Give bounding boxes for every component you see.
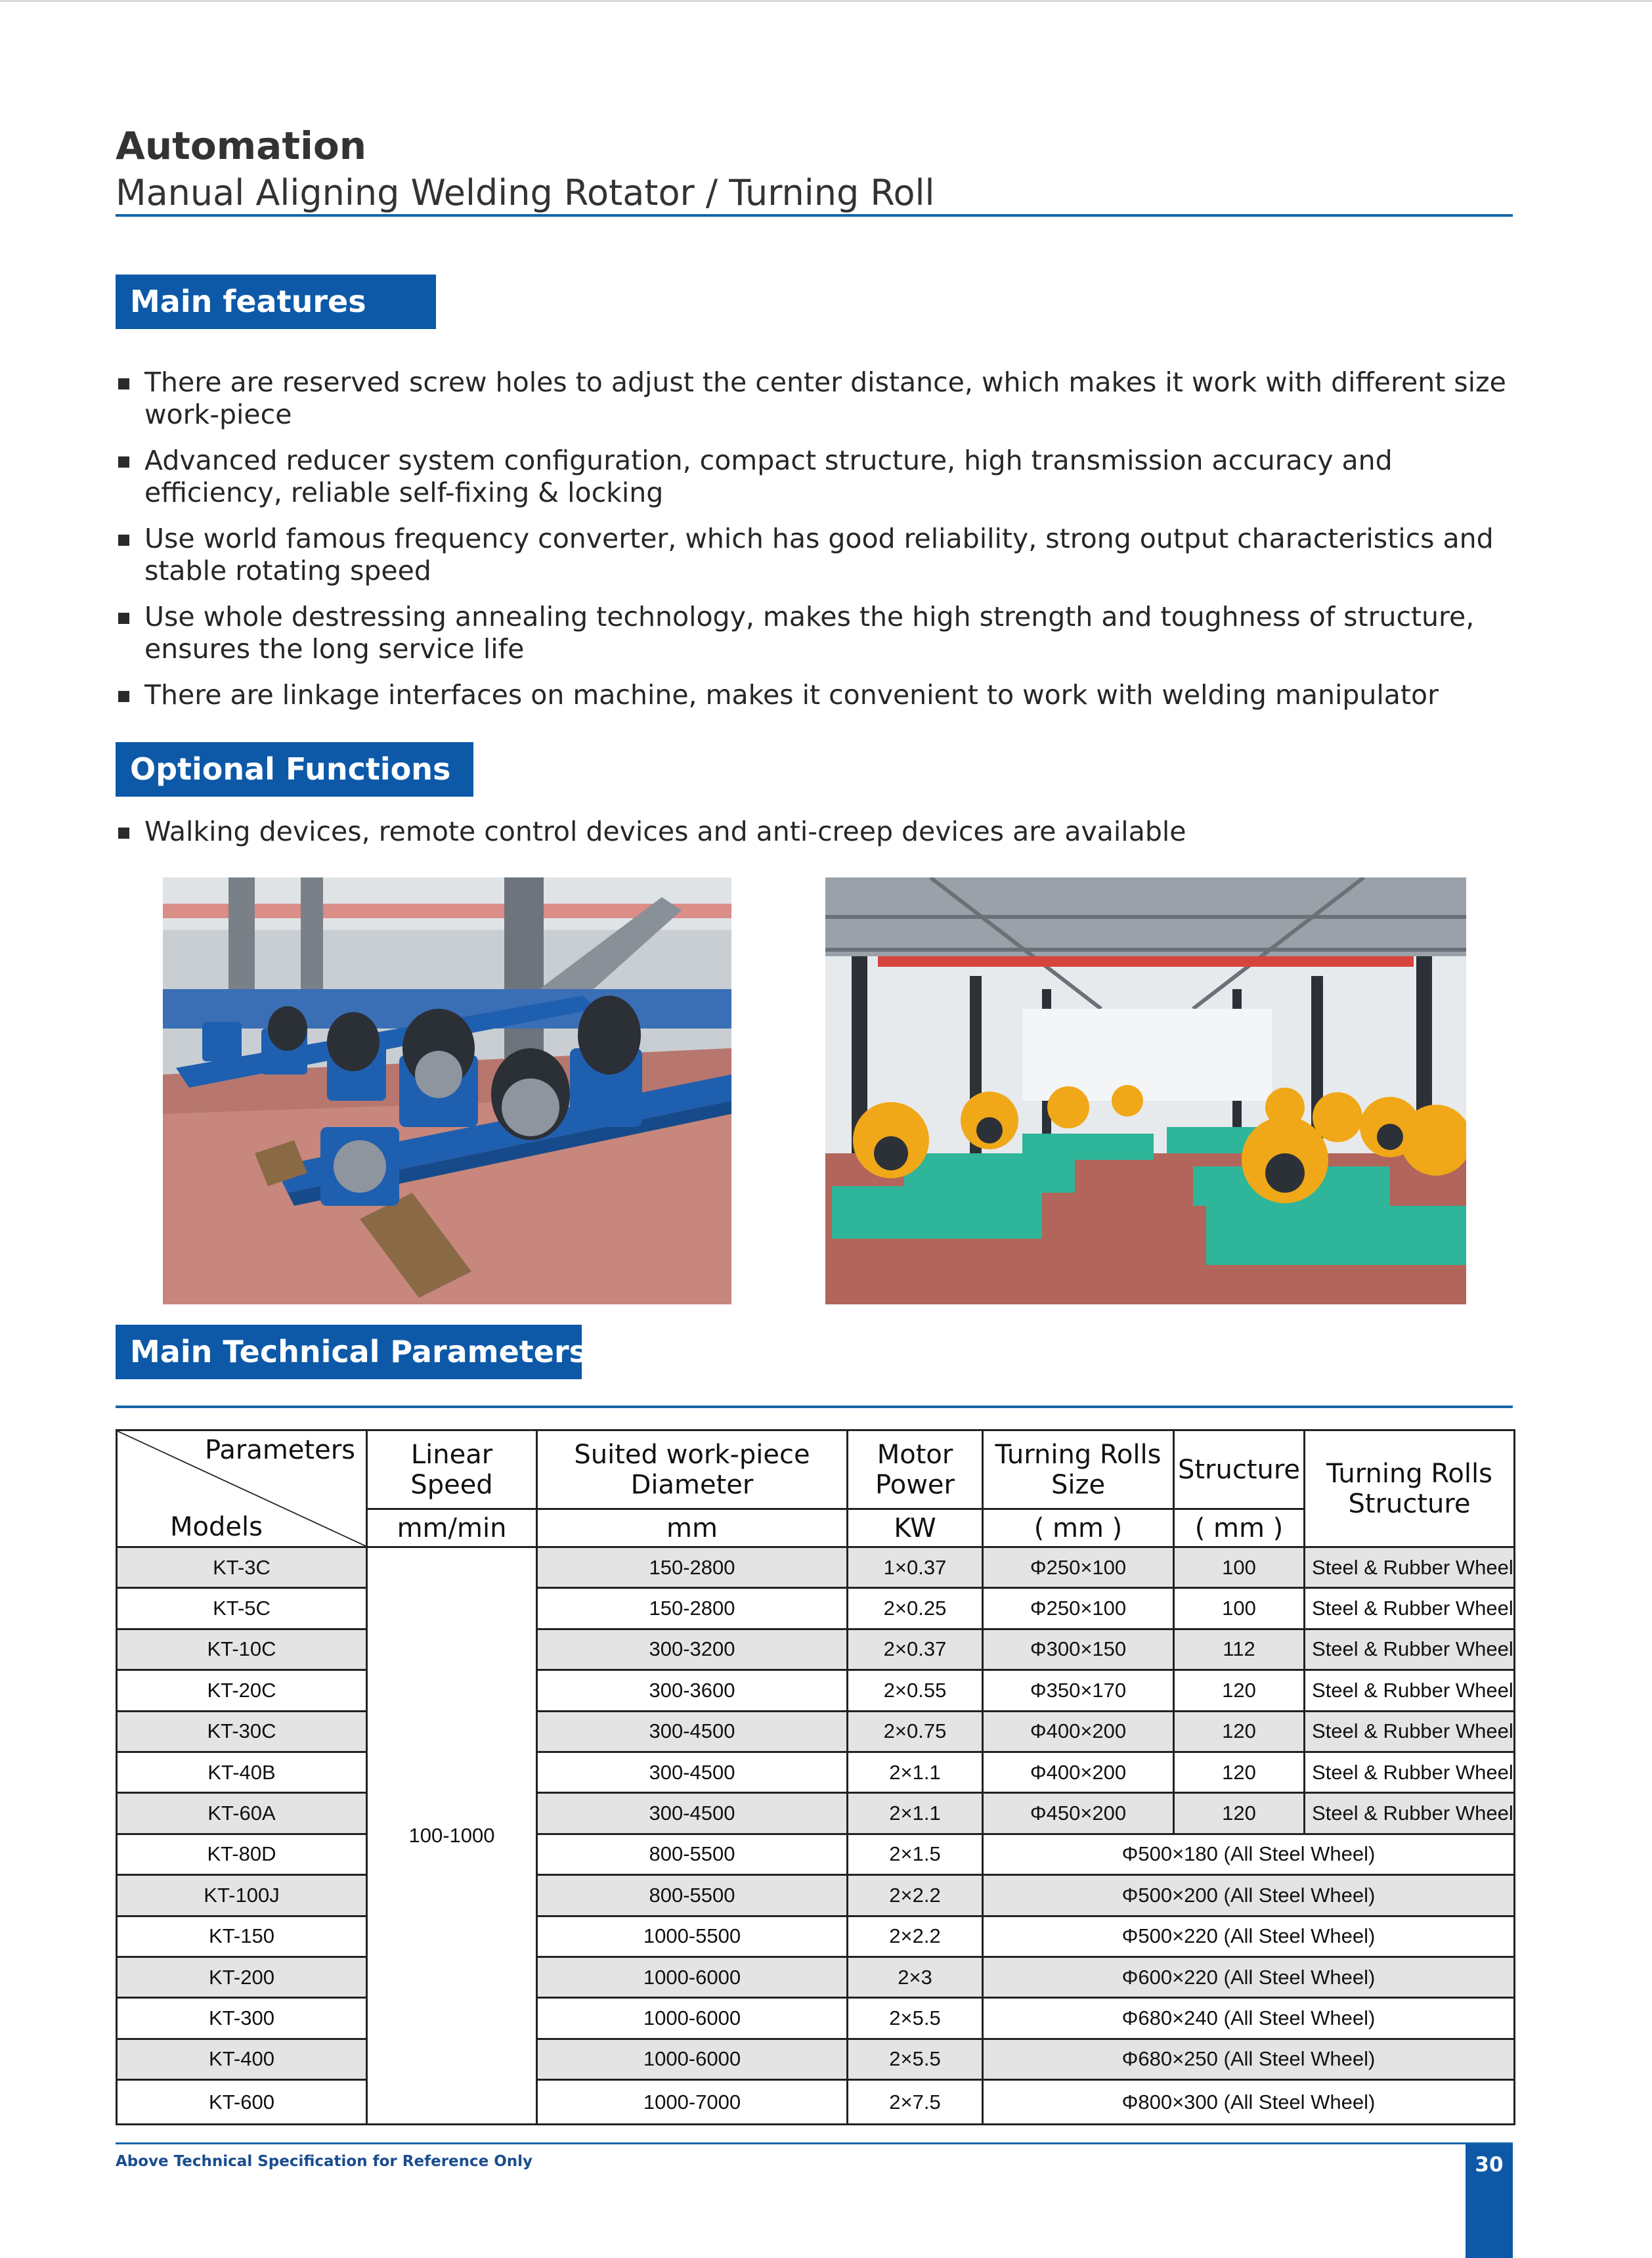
rolls-size-structure-cell: Φ500×220 (All Steel Wheel)	[983, 1916, 1515, 1957]
rolls-size-cell: Φ250×100	[983, 1588, 1174, 1629]
rolls-size-cell: Φ250×100	[983, 1547, 1174, 1588]
model-cell: KT-300	[117, 1998, 367, 2039]
page-title: Manual Aligning Welding Rotator / Turning Roll	[116, 172, 935, 213]
model-cell: KT-200	[117, 1957, 367, 1997]
rolls-size-header-line2: Size	[1051, 1469, 1106, 1500]
motor-power-cell: 2×1.5	[848, 1834, 983, 1874]
parameters-models-header	[117, 1430, 367, 1547]
table-row	[117, 1875, 1515, 1916]
main-features-heading: Main features	[116, 275, 436, 329]
diameter-cell: 150-2800	[537, 1588, 848, 1629]
diameter-cell: 800-5500	[537, 1834, 848, 1874]
blue-welding-rotators-photo	[163, 877, 731, 1304]
structure-unit: ( mm )	[1174, 1509, 1305, 1547]
table-row	[117, 2080, 1515, 2125]
table-row	[117, 1916, 1515, 1957]
motor-power-cell: 1×0.37	[848, 1547, 983, 1588]
diameter-header	[537, 1430, 848, 1509]
linear-speed-header: Linear Speed	[367, 1430, 537, 1509]
list-item-text: There are linkage interfaces on machine, makes it convenient to work with welding manipulator	[144, 679, 1439, 711]
motor-power-cell: 2×2.2	[848, 1875, 983, 1916]
table-row	[117, 1793, 1515, 1834]
diameter-cell: 1000-6000	[537, 1998, 848, 2039]
rolls-structure-cell: Steel & Rubber Wheel	[1305, 1547, 1515, 1588]
rolls-size-structure-cell: Φ800×300 (All Steel Wheel)	[983, 2080, 1515, 2125]
table-row	[117, 1588, 1515, 1629]
table-row	[117, 1957, 1515, 1997]
rolls-size-cell: Φ400×200	[983, 1752, 1174, 1792]
linear-speed-unit: mm/min	[367, 1509, 537, 1547]
structure-cell: 120	[1174, 1793, 1305, 1834]
square-bullet-icon	[118, 613, 129, 624]
rolls-structure-cell: Steel & Rubber Wheel	[1305, 1711, 1515, 1752]
model-cell: KT-10C	[117, 1629, 367, 1670]
table-row	[117, 1670, 1515, 1711]
list-item	[116, 445, 1527, 509]
structure-cell: 100	[1174, 1588, 1305, 1629]
table-row	[117, 1752, 1515, 1792]
rolls-size-unit: ( mm )	[983, 1509, 1174, 1547]
model-cell: KT-100J	[117, 1875, 367, 1916]
optional-functions-heading: Optional Functions	[116, 742, 473, 797]
list-item-text: Walking devices, remote control devices and anti-creep devices are available	[144, 816, 1186, 847]
structure-cell: 112	[1174, 1629, 1305, 1670]
model-cell: KT-5C	[117, 1588, 367, 1629]
diameter-unit: mm	[537, 1509, 848, 1547]
square-bullet-icon	[118, 535, 129, 546]
model-cell: KT-150	[117, 1916, 367, 1957]
motor-power-cell: 2×0.37	[848, 1629, 983, 1670]
model-cell: KT-40B	[117, 1752, 367, 1792]
diameter-cell: 150-2800	[537, 1547, 848, 1588]
table-row	[117, 1547, 1515, 1588]
rolls-structure-cell: Steel & Rubber Wheel	[1305, 1670, 1515, 1711]
motor-power-cell: 2×0.75	[848, 1711, 983, 1752]
list-item	[116, 523, 1527, 587]
motor-power-cell: 2×0.25	[848, 1588, 983, 1629]
rolls-size-cell: Φ450×200	[983, 1793, 1174, 1834]
square-bullet-icon	[118, 456, 129, 468]
rolls-structure-header-line2: Structure	[1348, 1488, 1471, 1519]
table-row	[117, 2039, 1515, 2079]
model-cell: KT-3C	[117, 1547, 367, 1588]
motor-power-cell: 2×2.2	[848, 1916, 983, 1957]
model-cell: KT-30C	[117, 1711, 367, 1752]
list-item-text: Use world famous frequency converter, which has good reliability, strong output characteristics and stable rotating speed	[144, 523, 1494, 587]
model-cell: KT-80D	[117, 1834, 367, 1874]
diameter-cell: 1000-6000	[537, 1957, 848, 1997]
rolls-size-structure-cell: Φ500×200 (All Steel Wheel)	[983, 1875, 1515, 1916]
diameter-cell: 300-3600	[537, 1670, 848, 1711]
title-divider	[116, 214, 1513, 217]
list-item	[116, 366, 1527, 431]
table-row	[117, 1834, 1515, 1874]
technical-parameters-heading: Main Technical Parameters	[116, 1325, 582, 1379]
section-title: Automation	[116, 123, 367, 168]
list-item	[116, 816, 1527, 848]
motor-unit: KW	[848, 1509, 983, 1547]
model-cell: KT-600	[117, 2080, 367, 2125]
diameter-cell: 1000-6000	[537, 2039, 848, 2079]
diameter-header-line2: Diameter	[630, 1469, 754, 1500]
rolls-structure-cell: Steel & Rubber Wheel	[1305, 1629, 1515, 1670]
list-item-text: There are reserved screw holes to adjust the center distance, which makes it work with different size work-piece	[144, 366, 1506, 430]
table-row	[117, 1629, 1515, 1670]
table-body	[117, 1547, 1515, 2125]
motor-power-header	[848, 1430, 983, 1509]
diameter-cell: 300-4500	[537, 1711, 848, 1752]
diameter-header-line1: Suited work-piece	[574, 1439, 810, 1470]
rolls-size-cell: Φ300×150	[983, 1629, 1174, 1670]
parameters-label: Parameters	[205, 1435, 355, 1465]
structure-cell: 100	[1174, 1547, 1305, 1588]
diameter-cell: 300-3200	[537, 1629, 848, 1670]
features-list	[116, 366, 1527, 725]
model-cell: KT-60A	[117, 1793, 367, 1834]
optional-functions-list	[116, 816, 1527, 862]
rolls-size-header-line1: Turning Rolls	[995, 1439, 1162, 1470]
motor-power-cell: 2×1.1	[848, 1752, 983, 1792]
rolls-size-header	[983, 1430, 1174, 1509]
rolls-structure-cell: Steel & Rubber Wheel	[1305, 1588, 1515, 1629]
motor-header-line1: Motor	[877, 1439, 953, 1470]
motor-power-cell: 2×1.1	[848, 1793, 983, 1834]
list-item	[116, 679, 1527, 711]
models-label: Models	[170, 1512, 263, 1542]
motor-header-line2: Power	[875, 1469, 955, 1500]
footer-note: Above Technical Specification for Reference Only	[116, 2153, 533, 2170]
table-row	[117, 1711, 1515, 1752]
structure-cell: 120	[1174, 1670, 1305, 1711]
structure-header: Structure	[1174, 1430, 1305, 1509]
rolls-structure-header	[1305, 1430, 1515, 1547]
list-item	[116, 601, 1527, 665]
technical-parameters-table	[116, 1429, 1515, 2125]
rolls-size-cell: Φ350×170	[983, 1670, 1174, 1711]
rolls-size-structure-cell: Φ680×240 (All Steel Wheel)	[983, 1998, 1515, 2039]
rolls-size-structure-cell: Φ680×250 (All Steel Wheel)	[983, 2039, 1515, 2079]
diameter-cell: 300-4500	[537, 1752, 848, 1792]
structure-cell: 120	[1174, 1711, 1305, 1752]
table-row	[117, 1998, 1515, 2039]
model-cell: KT-400	[117, 2039, 367, 2079]
square-bullet-icon	[118, 691, 129, 702]
top-border	[0, 0, 1652, 2]
square-bullet-icon	[118, 828, 129, 839]
rolls-structure-header-line1: Turning Rolls	[1326, 1458, 1492, 1489]
list-item-text: Advanced reducer system configuration, compact structure, high transmission accuracy and efficiency, reliable self-fixing & locking	[144, 445, 1393, 508]
blue-welding-rotators-icon	[163, 877, 731, 1304]
green-welding-rotators-factory-photo	[825, 877, 1466, 1304]
linear-speed-cell: 100-1000	[367, 1547, 537, 2125]
footer-divider	[116, 2142, 1513, 2144]
motor-power-cell: 2×3	[848, 1957, 983, 1997]
rolls-structure-cell: Steel & Rubber Wheel	[1305, 1793, 1515, 1834]
diameter-cell: 800-5500	[537, 1875, 848, 1916]
motor-power-cell: 2×7.5	[848, 2080, 983, 2125]
list-item-text: Use whole destressing annealing technology, makes the high strength and toughness of structure, ensures the long service life	[144, 601, 1475, 665]
page-number: 30	[1475, 2153, 1504, 2177]
green-welding-rotators-factory-icon	[825, 877, 1466, 1304]
rolls-size-structure-cell: Φ600×220 (All Steel Wheel)	[983, 1957, 1515, 1997]
diameter-cell: 300-4500	[537, 1793, 848, 1834]
rolls-size-cell: Φ400×200	[983, 1711, 1174, 1752]
structure-cell: 120	[1174, 1752, 1305, 1792]
rolls-structure-cell: Steel & Rubber Wheel	[1305, 1752, 1515, 1792]
square-bullet-icon	[118, 378, 129, 389]
model-cell: KT-20C	[117, 1670, 367, 1711]
motor-power-cell: 2×5.5	[848, 1998, 983, 2039]
diameter-cell: 1000-5500	[537, 1916, 848, 1957]
motor-power-cell: 2×5.5	[848, 2039, 983, 2079]
diameter-cell: 1000-7000	[537, 2080, 848, 2125]
rolls-size-structure-cell: Φ500×180 (All Steel Wheel)	[983, 1834, 1515, 1874]
motor-power-cell: 2×0.55	[848, 1670, 983, 1711]
table-divider	[116, 1406, 1513, 1408]
